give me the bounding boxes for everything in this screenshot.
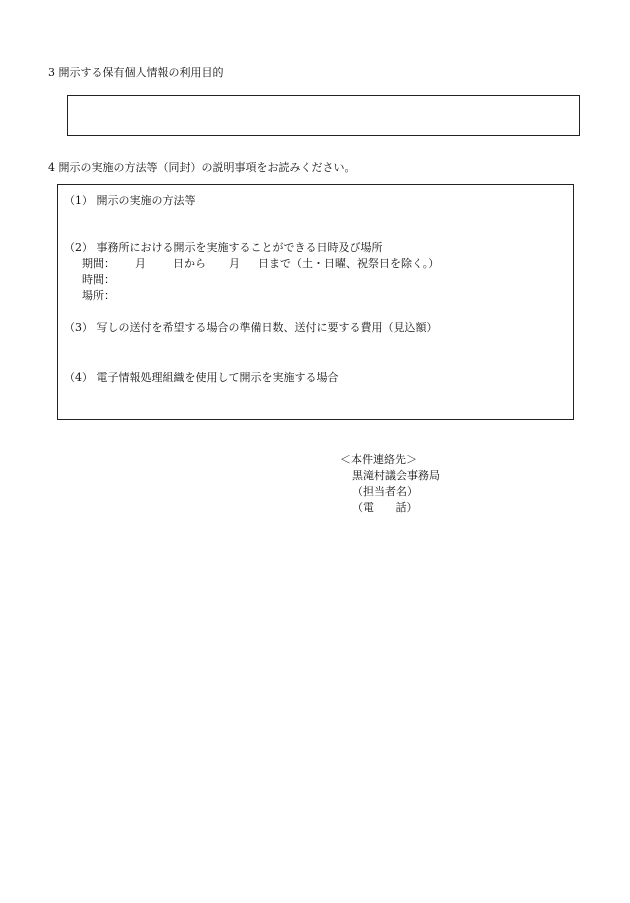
- disclosure-method-box: [57, 184, 574, 420]
- contact-person: （担当者名）: [352, 485, 418, 498]
- period-to: 日まで（土・日曜、祝祭日を除く。）: [258, 257, 440, 270]
- item4-label: （4） 電子情報処理組織を使用して開示を実施する場合: [64, 371, 339, 384]
- contact-office: 黒滝村議会事務局: [352, 469, 440, 482]
- item2-label: （2） 事務所における開示を実施することができる日時及び場所: [64, 241, 383, 254]
- contact-phone: （電 話）: [352, 501, 418, 514]
- item1-label: （1） 開示の実施の方法等: [64, 194, 196, 207]
- section4-heading: 4 開示の実施の方法等（同封）の説明事項をお読みください。: [48, 161, 356, 174]
- period-month-1: 月: [135, 257, 146, 270]
- period-label: 期間：: [82, 257, 115, 270]
- period-month-2: 月: [229, 257, 240, 270]
- purpose-box: [67, 95, 580, 136]
- period-from: 日から: [173, 257, 206, 270]
- time-label: 時間：: [82, 273, 115, 286]
- section3-heading: 3 開示する保有個人情報の利用目的: [48, 66, 224, 79]
- place-label: 場所：: [82, 289, 115, 302]
- item3-label: （3） 写しの送付を希望する場合の準備日数、送付に要する費用（見込額）: [64, 321, 438, 334]
- contact-heading: ＜本件連絡先＞: [340, 453, 417, 466]
